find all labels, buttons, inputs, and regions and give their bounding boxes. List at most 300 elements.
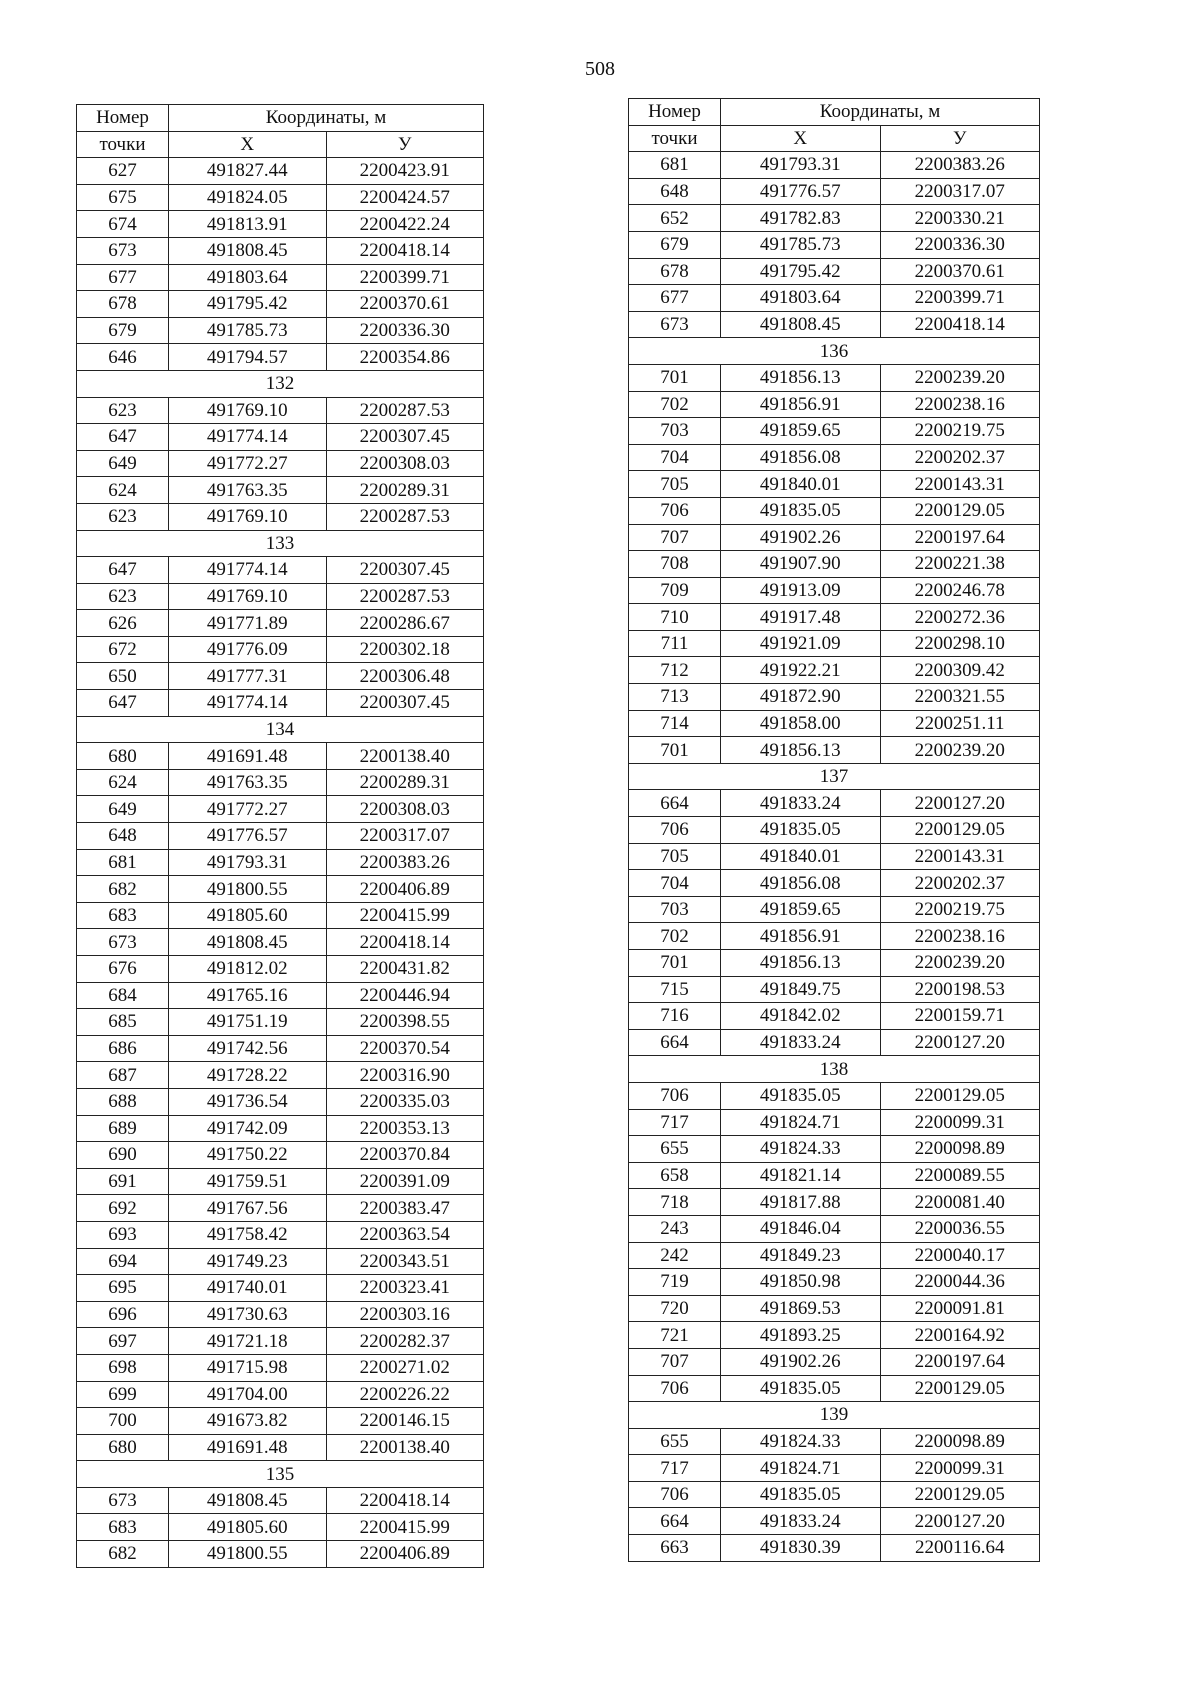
y-coordinate-cell: 2200098.89: [880, 1428, 1040, 1455]
y-coordinate-cell: 2200091.81: [880, 1295, 1040, 1322]
table-row: [629, 1109, 1040, 1136]
point-number-cell: 694: [77, 1248, 169, 1275]
point-number-cell: 672: [77, 636, 169, 663]
table-row: [77, 1328, 484, 1355]
y-coordinate-cell: 2200129.05: [880, 1481, 1040, 1508]
x-coordinate-cell: 491742.56: [169, 1035, 327, 1062]
point-number-cell: 243: [629, 1215, 721, 1242]
point-number-cell: 701: [629, 950, 721, 977]
table-row: [77, 982, 484, 1009]
y-coordinate-cell: 2200336.30: [326, 317, 484, 344]
y-coordinate-cell: 2200287.53: [326, 397, 484, 424]
x-coordinate-cell: 491812.02: [169, 956, 327, 983]
table-row: [629, 817, 1040, 844]
section-row: [629, 763, 1040, 790]
point-number-cell: 713: [629, 684, 721, 711]
table-row: [629, 870, 1040, 897]
table-row: [77, 796, 484, 823]
table-row: [77, 583, 484, 610]
table-row: [77, 690, 484, 717]
point-number-cell: 647: [77, 690, 169, 717]
point-number-cell: 717: [629, 1455, 721, 1482]
table-row: [77, 849, 484, 876]
table-row: [629, 178, 1040, 205]
point-number-cell: 647: [77, 424, 169, 451]
point-number-header: Номер: [77, 105, 169, 132]
x-coordinate-cell: 491902.26: [721, 1348, 881, 1375]
y-coordinate-cell: 2200446.94: [326, 982, 484, 1009]
y-column-header: У: [880, 125, 1040, 152]
table-row: [77, 291, 484, 318]
y-coordinate-cell: 2200307.45: [326, 424, 484, 451]
y-coordinate-cell: 2200129.05: [880, 1375, 1040, 1402]
y-coordinate-cell: 2200317.07: [880, 178, 1040, 205]
point-number-cell: 691: [77, 1168, 169, 1195]
x-coordinate-cell: 491803.64: [721, 285, 881, 312]
y-coordinate-cell: 2200138.40: [326, 1434, 484, 1461]
x-coordinate-cell: 491808.45: [169, 1487, 327, 1514]
y-coordinate-cell: 2200298.10: [880, 630, 1040, 657]
y-coordinate-cell: 2200398.55: [326, 1009, 484, 1036]
point-number-cell: 626: [77, 610, 169, 637]
x-coordinate-cell: 491856.91: [721, 391, 881, 418]
y-coordinate-cell: 2200323.41: [326, 1275, 484, 1302]
point-number-header-line2: точки: [629, 125, 721, 152]
y-coordinate-cell: 2200238.16: [880, 923, 1040, 950]
table-row: [77, 184, 484, 211]
y-coordinate-cell: 2200219.75: [880, 418, 1040, 445]
x-coordinate-cell: 491856.13: [721, 364, 881, 391]
point-number-cell: 678: [629, 258, 721, 285]
y-coordinate-cell: 2200282.37: [326, 1328, 484, 1355]
y-coordinate-cell: 2200099.31: [880, 1109, 1040, 1136]
y-coordinate-cell: 2200399.71: [880, 285, 1040, 312]
y-coordinate-cell: 2200159.71: [880, 1003, 1040, 1030]
y-coordinate-cell: 2200424.57: [326, 184, 484, 211]
table-row: [77, 1221, 484, 1248]
table-row: [629, 1029, 1040, 1056]
y-coordinate-cell: 2200143.31: [880, 843, 1040, 870]
table-row: [77, 769, 484, 796]
table-row: [629, 1455, 1040, 1482]
point-number-cell: 652: [629, 205, 721, 232]
x-coordinate-cell: 491850.98: [721, 1269, 881, 1296]
section-label: 132: [77, 370, 484, 397]
point-number-cell: 716: [629, 1003, 721, 1030]
x-coordinate-cell: 491808.45: [721, 311, 881, 338]
table-row: [77, 876, 484, 903]
x-coordinate-cell: 491856.08: [721, 444, 881, 471]
table-row: [77, 1301, 484, 1328]
table-row: [629, 311, 1040, 338]
point-number-cell: 624: [77, 477, 169, 504]
table-row: [77, 1354, 484, 1381]
point-number-cell: 683: [77, 902, 169, 929]
y-coordinate-cell: 2200406.89: [326, 876, 484, 903]
y-coordinate-cell: 2200271.02: [326, 1354, 484, 1381]
section-label: 138: [629, 1056, 1040, 1083]
point-number-cell: 684: [77, 982, 169, 1009]
table-row: [77, 1115, 484, 1142]
point-number-cell: 706: [629, 817, 721, 844]
x-coordinate-cell: 491840.01: [721, 471, 881, 498]
table-row: [629, 1269, 1040, 1296]
table-row: [77, 1035, 484, 1062]
y-coordinate-cell: 2200317.07: [326, 823, 484, 850]
x-coordinate-cell: 491849.23: [721, 1242, 881, 1269]
point-number-cell: 714: [629, 710, 721, 737]
point-number-cell: 706: [629, 1481, 721, 1508]
table-row: [77, 929, 484, 956]
point-number-header-line2: точки: [77, 131, 169, 158]
coordinates-table-right: [628, 98, 1040, 1562]
x-coordinate-cell: 491827.44: [169, 158, 327, 185]
point-number-cell: 685: [77, 1009, 169, 1036]
y-coordinate-cell: 2200246.78: [880, 577, 1040, 604]
y-coordinate-cell: 2200239.20: [880, 364, 1040, 391]
x-coordinate-cell: 491793.31: [721, 152, 881, 179]
table-row: [629, 976, 1040, 1003]
table-row: [77, 397, 484, 424]
point-number-cell: 719: [629, 1269, 721, 1296]
y-coordinate-cell: 2200370.84: [326, 1142, 484, 1169]
x-coordinate-cell: 491835.05: [721, 1481, 881, 1508]
section-label: 135: [77, 1461, 484, 1488]
coordinates-table-left: [76, 104, 484, 1568]
table-row: [77, 1009, 484, 1036]
y-coordinate-cell: 2200335.03: [326, 1088, 484, 1115]
x-coordinate-cell: 491795.42: [169, 291, 327, 318]
x-coordinate-cell: 491902.26: [721, 524, 881, 551]
section-label: 134: [77, 716, 484, 743]
y-coordinate-cell: 2200399.71: [326, 264, 484, 291]
x-coordinate-cell: 491774.14: [169, 424, 327, 451]
point-number-cell: 700: [77, 1408, 169, 1435]
y-coordinate-cell: 2200418.14: [326, 929, 484, 956]
x-coordinate-cell: 491772.27: [169, 450, 327, 477]
y-coordinate-cell: 2200308.03: [326, 796, 484, 823]
y-coordinate-cell: 2200415.99: [326, 1514, 484, 1541]
x-coordinate-cell: 491763.35: [169, 477, 327, 504]
table-row: [77, 823, 484, 850]
y-coordinate-cell: 2200146.15: [326, 1408, 484, 1435]
table-row: [629, 1242, 1040, 1269]
y-coordinate-cell: 2200239.20: [880, 950, 1040, 977]
x-coordinate-cell: 491800.55: [169, 876, 327, 903]
y-coordinate-cell: 2200238.16: [880, 391, 1040, 418]
x-coordinate-cell: 491835.05: [721, 817, 881, 844]
x-coordinate-cell: 491767.56: [169, 1195, 327, 1222]
y-coordinate-cell: 2200343.51: [326, 1248, 484, 1275]
x-coordinate-cell: 491856.91: [721, 923, 881, 950]
y-coordinate-cell: 2200040.17: [880, 1242, 1040, 1269]
x-coordinate-cell: 491749.23: [169, 1248, 327, 1275]
y-coordinate-cell: 2200330.21: [880, 205, 1040, 232]
right-table-body: [629, 152, 1040, 1561]
table-row: [77, 743, 484, 770]
y-coordinate-cell: 2200098.89: [880, 1136, 1040, 1163]
y-coordinate-cell: 2200353.13: [326, 1115, 484, 1142]
point-number-cell: 658: [629, 1162, 721, 1189]
table-row: [77, 1168, 484, 1195]
section-row: [77, 370, 484, 397]
point-number-cell: 673: [77, 237, 169, 264]
x-coordinate-cell: 491704.00: [169, 1381, 327, 1408]
y-coordinate-cell: 2200418.14: [880, 311, 1040, 338]
y-coordinate-cell: 2200198.53: [880, 976, 1040, 1003]
y-coordinate-cell: 2200226.22: [326, 1381, 484, 1408]
x-coordinate-cell: 491817.88: [721, 1189, 881, 1216]
point-number-cell: 721: [629, 1322, 721, 1349]
table-row: [629, 205, 1040, 232]
point-number-cell: 695: [77, 1275, 169, 1302]
y-coordinate-cell: 2200081.40: [880, 1189, 1040, 1216]
x-coordinate-cell: 491765.16: [169, 982, 327, 1009]
table-row: [77, 1248, 484, 1275]
table-row: [77, 663, 484, 690]
x-coordinate-cell: 491917.48: [721, 604, 881, 631]
y-coordinate-cell: 2200127.20: [880, 1508, 1040, 1535]
table-row: [629, 364, 1040, 391]
y-coordinate-cell: 2200370.61: [326, 291, 484, 318]
y-coordinate-cell: 2200307.45: [326, 690, 484, 717]
table-row: [629, 1189, 1040, 1216]
y-coordinate-cell: 2200383.26: [880, 152, 1040, 179]
point-number-cell: 664: [629, 790, 721, 817]
point-number-cell: 649: [77, 796, 169, 823]
y-coordinate-cell: 2200221.38: [880, 551, 1040, 578]
y-coordinate-cell: 2200418.14: [326, 1487, 484, 1514]
x-coordinate-cell: 491730.63: [169, 1301, 327, 1328]
x-coordinate-cell: 491769.10: [169, 503, 327, 530]
y-coordinate-cell: 2200099.31: [880, 1455, 1040, 1482]
x-coordinate-cell: 491795.42: [721, 258, 881, 285]
y-coordinate-cell: 2200422.24: [326, 211, 484, 238]
table-row: [629, 152, 1040, 179]
x-coordinate-cell: 491842.02: [721, 1003, 881, 1030]
x-coordinate-cell: 491776.57: [169, 823, 327, 850]
point-number-cell: 706: [629, 1082, 721, 1109]
y-coordinate-cell: 2200418.14: [326, 237, 484, 264]
point-number-cell: 692: [77, 1195, 169, 1222]
point-number-cell: 702: [629, 923, 721, 950]
x-coordinate-cell: 491830.39: [721, 1535, 881, 1562]
y-coordinate-cell: 2200287.53: [326, 503, 484, 530]
point-number-cell: 701: [629, 737, 721, 764]
point-number-cell: 686: [77, 1035, 169, 1062]
table-row: [629, 258, 1040, 285]
x-coordinate-cell: 491751.19: [169, 1009, 327, 1036]
x-coordinate-cell: 491721.18: [169, 1328, 327, 1355]
x-coordinate-cell: 491859.65: [721, 418, 881, 445]
table-row: [77, 1487, 484, 1514]
section-label: 136: [629, 338, 1040, 365]
table-row: [629, 896, 1040, 923]
x-coordinate-cell: 491921.09: [721, 630, 881, 657]
table-row: [629, 737, 1040, 764]
table-row: [629, 444, 1040, 471]
x-coordinate-cell: 491833.24: [721, 1029, 881, 1056]
table-row: [77, 610, 484, 637]
table-row: [77, 1275, 484, 1302]
x-coordinate-cell: 491740.01: [169, 1275, 327, 1302]
table-row: [77, 264, 484, 291]
table-row: [629, 657, 1040, 684]
table-row: [629, 604, 1040, 631]
table-row: [77, 317, 484, 344]
x-coordinate-cell: 491691.48: [169, 743, 327, 770]
point-number-cell: 681: [629, 152, 721, 179]
y-coordinate-cell: 2200287.53: [326, 583, 484, 610]
point-number-cell: 623: [77, 503, 169, 530]
y-coordinate-cell: 2200423.91: [326, 158, 484, 185]
point-number-cell: 623: [77, 397, 169, 424]
y-coordinate-cell: 2200302.18: [326, 636, 484, 663]
y-coordinate-cell: 2200089.55: [880, 1162, 1040, 1189]
x-column-header: X: [721, 125, 881, 152]
point-number-cell: 707: [629, 1348, 721, 1375]
x-coordinate-cell: 491907.90: [721, 551, 881, 578]
point-number-cell: 696: [77, 1301, 169, 1328]
x-coordinate-cell: 491774.14: [169, 557, 327, 584]
x-coordinate-cell: 491893.25: [721, 1322, 881, 1349]
table-row: [77, 1142, 484, 1169]
point-number-cell: 664: [629, 1508, 721, 1535]
x-coordinate-cell: 491759.51: [169, 1168, 327, 1195]
point-number-cell: 689: [77, 1115, 169, 1142]
x-coordinate-cell: 491835.05: [721, 1375, 881, 1402]
table-row: [77, 424, 484, 451]
table-row: [629, 1535, 1040, 1562]
x-coordinate-cell: 491833.24: [721, 1508, 881, 1535]
point-number-cell: 706: [629, 497, 721, 524]
section-label: 133: [77, 530, 484, 557]
point-number-cell: 710: [629, 604, 721, 631]
x-coordinate-cell: 491742.09: [169, 1115, 327, 1142]
y-coordinate-cell: 2200289.31: [326, 769, 484, 796]
x-coordinate-cell: 491758.42: [169, 1221, 327, 1248]
y-coordinate-cell: 2200129.05: [880, 817, 1040, 844]
y-coordinate-cell: 2200127.20: [880, 1029, 1040, 1056]
y-coordinate-cell: 2200286.67: [326, 610, 484, 637]
point-number-cell: 705: [629, 843, 721, 870]
point-number-cell: 679: [77, 317, 169, 344]
table-row: [629, 1322, 1040, 1349]
y-coordinate-cell: 2200129.05: [880, 1082, 1040, 1109]
point-number-cell: 681: [77, 849, 169, 876]
y-coordinate-cell: 2200370.54: [326, 1035, 484, 1062]
y-coordinate-cell: 2200138.40: [326, 743, 484, 770]
x-coordinate-cell: 491813.91: [169, 211, 327, 238]
x-coordinate-cell: 491805.60: [169, 902, 327, 929]
section-row: [77, 530, 484, 557]
x-coordinate-cell: 491776.57: [721, 178, 881, 205]
table-row: [629, 1295, 1040, 1322]
x-coordinate-cell: 491777.31: [169, 663, 327, 690]
table-row: [77, 636, 484, 663]
table-row: [77, 902, 484, 929]
table-row: [629, 231, 1040, 258]
x-coordinate-cell: 491805.60: [169, 1514, 327, 1541]
table-row: [77, 557, 484, 584]
y-coordinate-cell: 2200406.89: [326, 1541, 484, 1568]
point-number-cell: 693: [77, 1221, 169, 1248]
page-number: 508: [585, 58, 615, 80]
point-number-cell: 623: [77, 583, 169, 610]
table-row: [77, 956, 484, 983]
y-coordinate-cell: 2200289.31: [326, 477, 484, 504]
x-coordinate-cell: 491771.89: [169, 610, 327, 637]
x-coordinate-cell: 491913.09: [721, 577, 881, 604]
point-number-cell: 673: [77, 929, 169, 956]
table-row: [629, 1428, 1040, 1455]
point-number-cell: 706: [629, 1375, 721, 1402]
table-row: [629, 497, 1040, 524]
point-number-cell: 627: [77, 158, 169, 185]
table-row: [629, 1082, 1040, 1109]
x-coordinate-cell: 491835.05: [721, 497, 881, 524]
x-coordinate-cell: 491673.82: [169, 1408, 327, 1435]
y-coordinate-cell: 2200272.36: [880, 604, 1040, 631]
x-coordinate-cell: 491922.21: [721, 657, 881, 684]
section-label: 137: [629, 763, 1040, 790]
y-coordinate-cell: 2200036.55: [880, 1215, 1040, 1242]
table-row: [77, 237, 484, 264]
y-coordinate-cell: 2200363.54: [326, 1221, 484, 1248]
point-number-cell: 242: [629, 1242, 721, 1269]
table-row: [77, 1062, 484, 1089]
y-coordinate-cell: 2200202.37: [880, 870, 1040, 897]
x-coordinate-cell: 491750.22: [169, 1142, 327, 1169]
x-coordinate-cell: 491808.45: [169, 929, 327, 956]
point-number-cell: 702: [629, 391, 721, 418]
table-row: [629, 418, 1040, 445]
y-coordinate-cell: 2200415.99: [326, 902, 484, 929]
y-coordinate-cell: 2200197.64: [880, 524, 1040, 551]
x-coordinate-cell: 491824.05: [169, 184, 327, 211]
point-number-cell: 703: [629, 418, 721, 445]
y-coordinate-cell: 2200306.48: [326, 663, 484, 690]
point-number-cell: 663: [629, 1535, 721, 1562]
y-coordinate-cell: 2200308.03: [326, 450, 484, 477]
table-row: [77, 1195, 484, 1222]
x-coordinate-cell: 491856.13: [721, 737, 881, 764]
table-row: [77, 450, 484, 477]
table-row: [77, 1381, 484, 1408]
table-row: [629, 1481, 1040, 1508]
x-coordinate-cell: 491858.00: [721, 710, 881, 737]
y-coordinate-cell: 2200321.55: [880, 684, 1040, 711]
point-number-cell: 704: [629, 870, 721, 897]
point-number-cell: 709: [629, 577, 721, 604]
x-coordinate-cell: 491691.48: [169, 1434, 327, 1461]
x-coordinate-cell: 491808.45: [169, 237, 327, 264]
point-number-cell: 712: [629, 657, 721, 684]
point-number-cell: 680: [77, 1434, 169, 1461]
point-number-cell: 650: [77, 663, 169, 690]
point-number-cell: 704: [629, 444, 721, 471]
x-coordinate-cell: 491794.57: [169, 344, 327, 371]
table-row: [629, 1136, 1040, 1163]
y-coordinate-cell: 2200202.37: [880, 444, 1040, 471]
point-number-cell: 699: [77, 1381, 169, 1408]
y-coordinate-cell: 2200164.92: [880, 1322, 1040, 1349]
point-number-cell: 708: [629, 551, 721, 578]
x-coordinate-cell: 491769.10: [169, 397, 327, 424]
x-coordinate-cell: 491772.27: [169, 796, 327, 823]
section-row: [629, 338, 1040, 365]
point-number-cell: 649: [77, 450, 169, 477]
